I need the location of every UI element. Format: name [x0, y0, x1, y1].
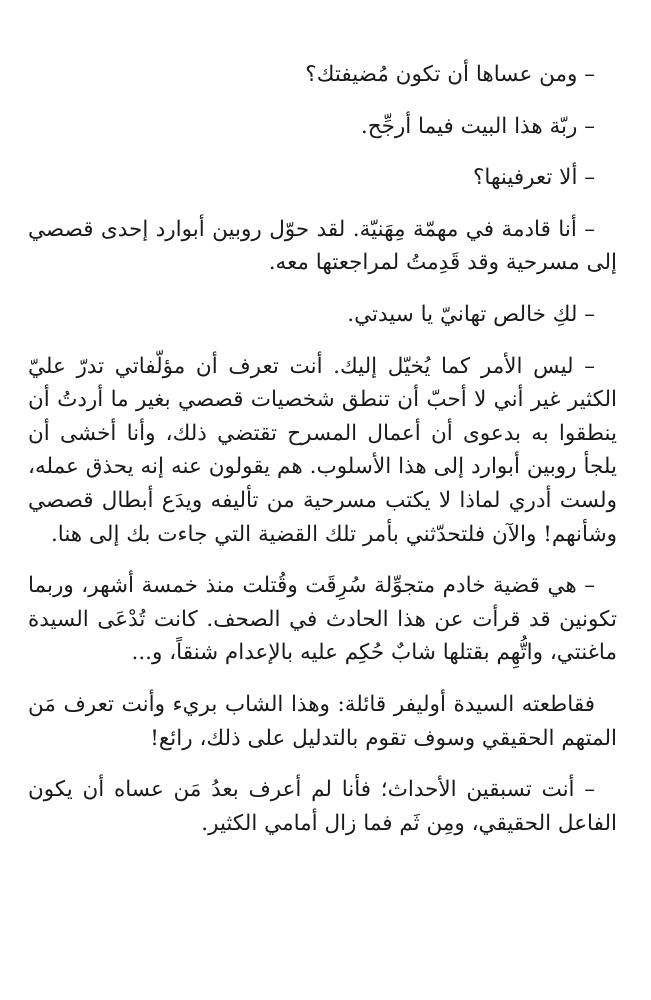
dialogue-line: – ومن عساها أن تكون مُضيفتك؟ [305, 62, 595, 87]
dialogue-line: – أنت تسبقين الأحداث؛ فأنا لم أعرف بعدُ مَن عساه أن يكون الفاعل الحقيقي، ومِن ثَم فما زال أمامي الكثير. [28, 777, 617, 836]
dialogue-line: – ربّة هذا البيت فيما أرجِّح. [360, 113, 595, 139]
dialogue-line: – أنا قادمة في مهمّة مِهَنيّة. لقد حوّل روبين أبوارد إحدى قصصي إلى مسرحية وقد قَدِمتُ لمراجعتها معه. [28, 216, 617, 276]
dialogue-line: – هي قضية خادم متجوِّلة سُرِقَت وقُتلت منذ خمسة أشهر، وربما تكونين قد قرأت عن هذا الحادث في الصحف. كانت تُدْعَى السيدة ماغنتي، واتُّهِم بقتلها شابٌ حُكِم عليه بالإعدام شنقاً، و... [28, 573, 617, 666]
dialogue-line: – ألا تعرفينها؟ [473, 165, 595, 191]
book-page [28, 58, 617, 980]
narration-paragraph: فقاطعته السيدة أوليفر قائلة: وهذا الشاب بريء وأنت تعرف مَن المتهم الحقيقي وسوف تقوم بالتدليل على ذلك، رائع! [28, 691, 617, 751]
dialogue-line: – لكِ خالص تهانيّ يا سيدتي. [347, 301, 595, 327]
dialogue-line: – ليس الأمر كما يُخيّل إليك. أنت تعرف أن مؤلّفاتي تدرّ عليّ الكثير غير أني لا أحبّ أن تنطق شخصيات قصصي بغير ما أردتُ أن ينطقوا به بدعوى أن أعمال المسرح تقتضي ذلك، وأنا أخشى أن يلجأ روبين أبوارد إلى هذا الأسلوب. هم يقولون عنه إنه يحذق عمله، ولست أدري لماذا لا يكتب مسرحية من تأليفه ويدَع أبطال قصصي وشأنهم! والآن فلتحدّثني بأمر تلك القضية التي جاءت بك إلى هنا. [28, 353, 617, 547]
